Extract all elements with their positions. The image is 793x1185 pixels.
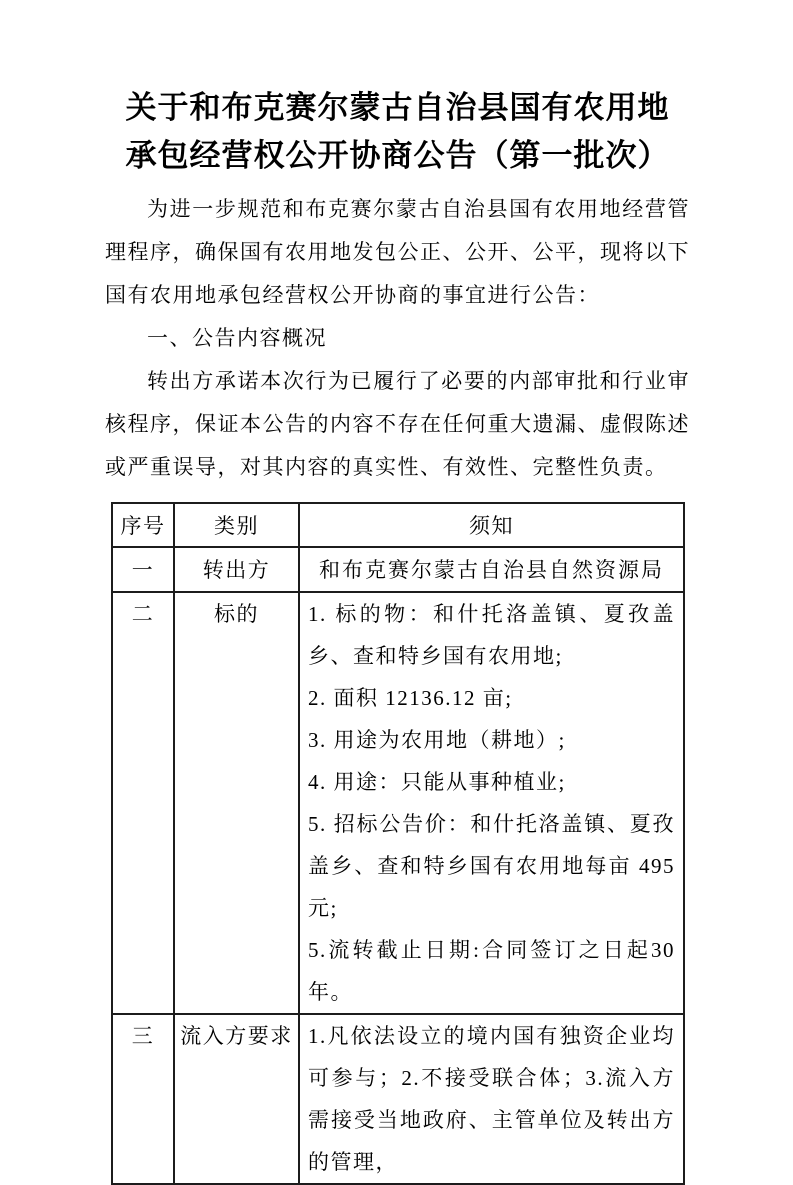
- commitment-paragraph: 转出方承诺本次行为已履行了必要的内部审批和行业审核程序，保证本公告的内容不存在任何重大遗漏、虚假陈述或严重误导，对其内容的真实性、有效性、完整性负责。: [105, 369, 690, 479]
- note-line: 2. 面积 12136.12 亩;: [308, 686, 513, 710]
- notice-table: [111, 502, 685, 1185]
- note-line: 1.凡依法设立的境内国有独资企业均可参与；2.不接受联合体；3.流入方需接受当地政府、主管单位及转出方的管理，: [308, 1024, 675, 1174]
- note-line: 4. 用途：只能从事种植业;: [308, 770, 566, 794]
- note-line: 1. 标的物：和什托洛盖镇、夏孜盖乡、查和特乡国有农用地;: [308, 602, 675, 668]
- category-cell: 流入方要求: [174, 1014, 299, 1184]
- note-line: 3. 用途为农用地（耕地）;: [308, 728, 566, 752]
- document-title: [105, 84, 690, 180]
- document-title-line-1: 关于和布克赛尔蒙古自治县国有农用地: [125, 90, 670, 125]
- note-line: 5.流转截止日期:合同签订之日起30年。: [308, 938, 675, 1004]
- notes-cell: [299, 547, 684, 592]
- notes-cell: [299, 1014, 684, 1184]
- notes-cell: [299, 592, 684, 1014]
- table-row-transferor: [112, 547, 684, 592]
- table-row-subject: [112, 592, 684, 1014]
- table-row-transferee-requirements: [112, 1014, 684, 1184]
- column-header-seq: 序号: [112, 503, 174, 547]
- section-heading-overview: 一、公告内容概况: [147, 326, 327, 350]
- seq-cell: 二: [112, 592, 174, 1014]
- seq-cell: 三: [112, 1014, 174, 1184]
- seq-cell: 一: [112, 547, 174, 592]
- note-line: 5. 招标公告价：和什托洛盖镇、夏孜盖乡、查和特乡国有农用地每亩 495 元;: [308, 812, 675, 920]
- note-line: 和布克赛尔蒙古自治县自然资源局: [319, 557, 664, 582]
- category-cell: 转出方: [174, 547, 299, 592]
- column-header-category: 类别: [174, 503, 299, 547]
- table-header-row: [112, 503, 684, 547]
- intro-paragraph: 为进一步规范和布克赛尔蒙古自治县国有农用地经营管理程序，确保国有农用地发包公正、公开、公平，现将以下国有农用地承包经营权公开协商的事宜进行公告：: [105, 197, 690, 307]
- document-title-line-2: 承包经营权公开协商公告（第一批次）: [125, 138, 670, 173]
- column-header-notes: 须知: [299, 503, 684, 547]
- category-cell: 标的: [174, 592, 299, 1014]
